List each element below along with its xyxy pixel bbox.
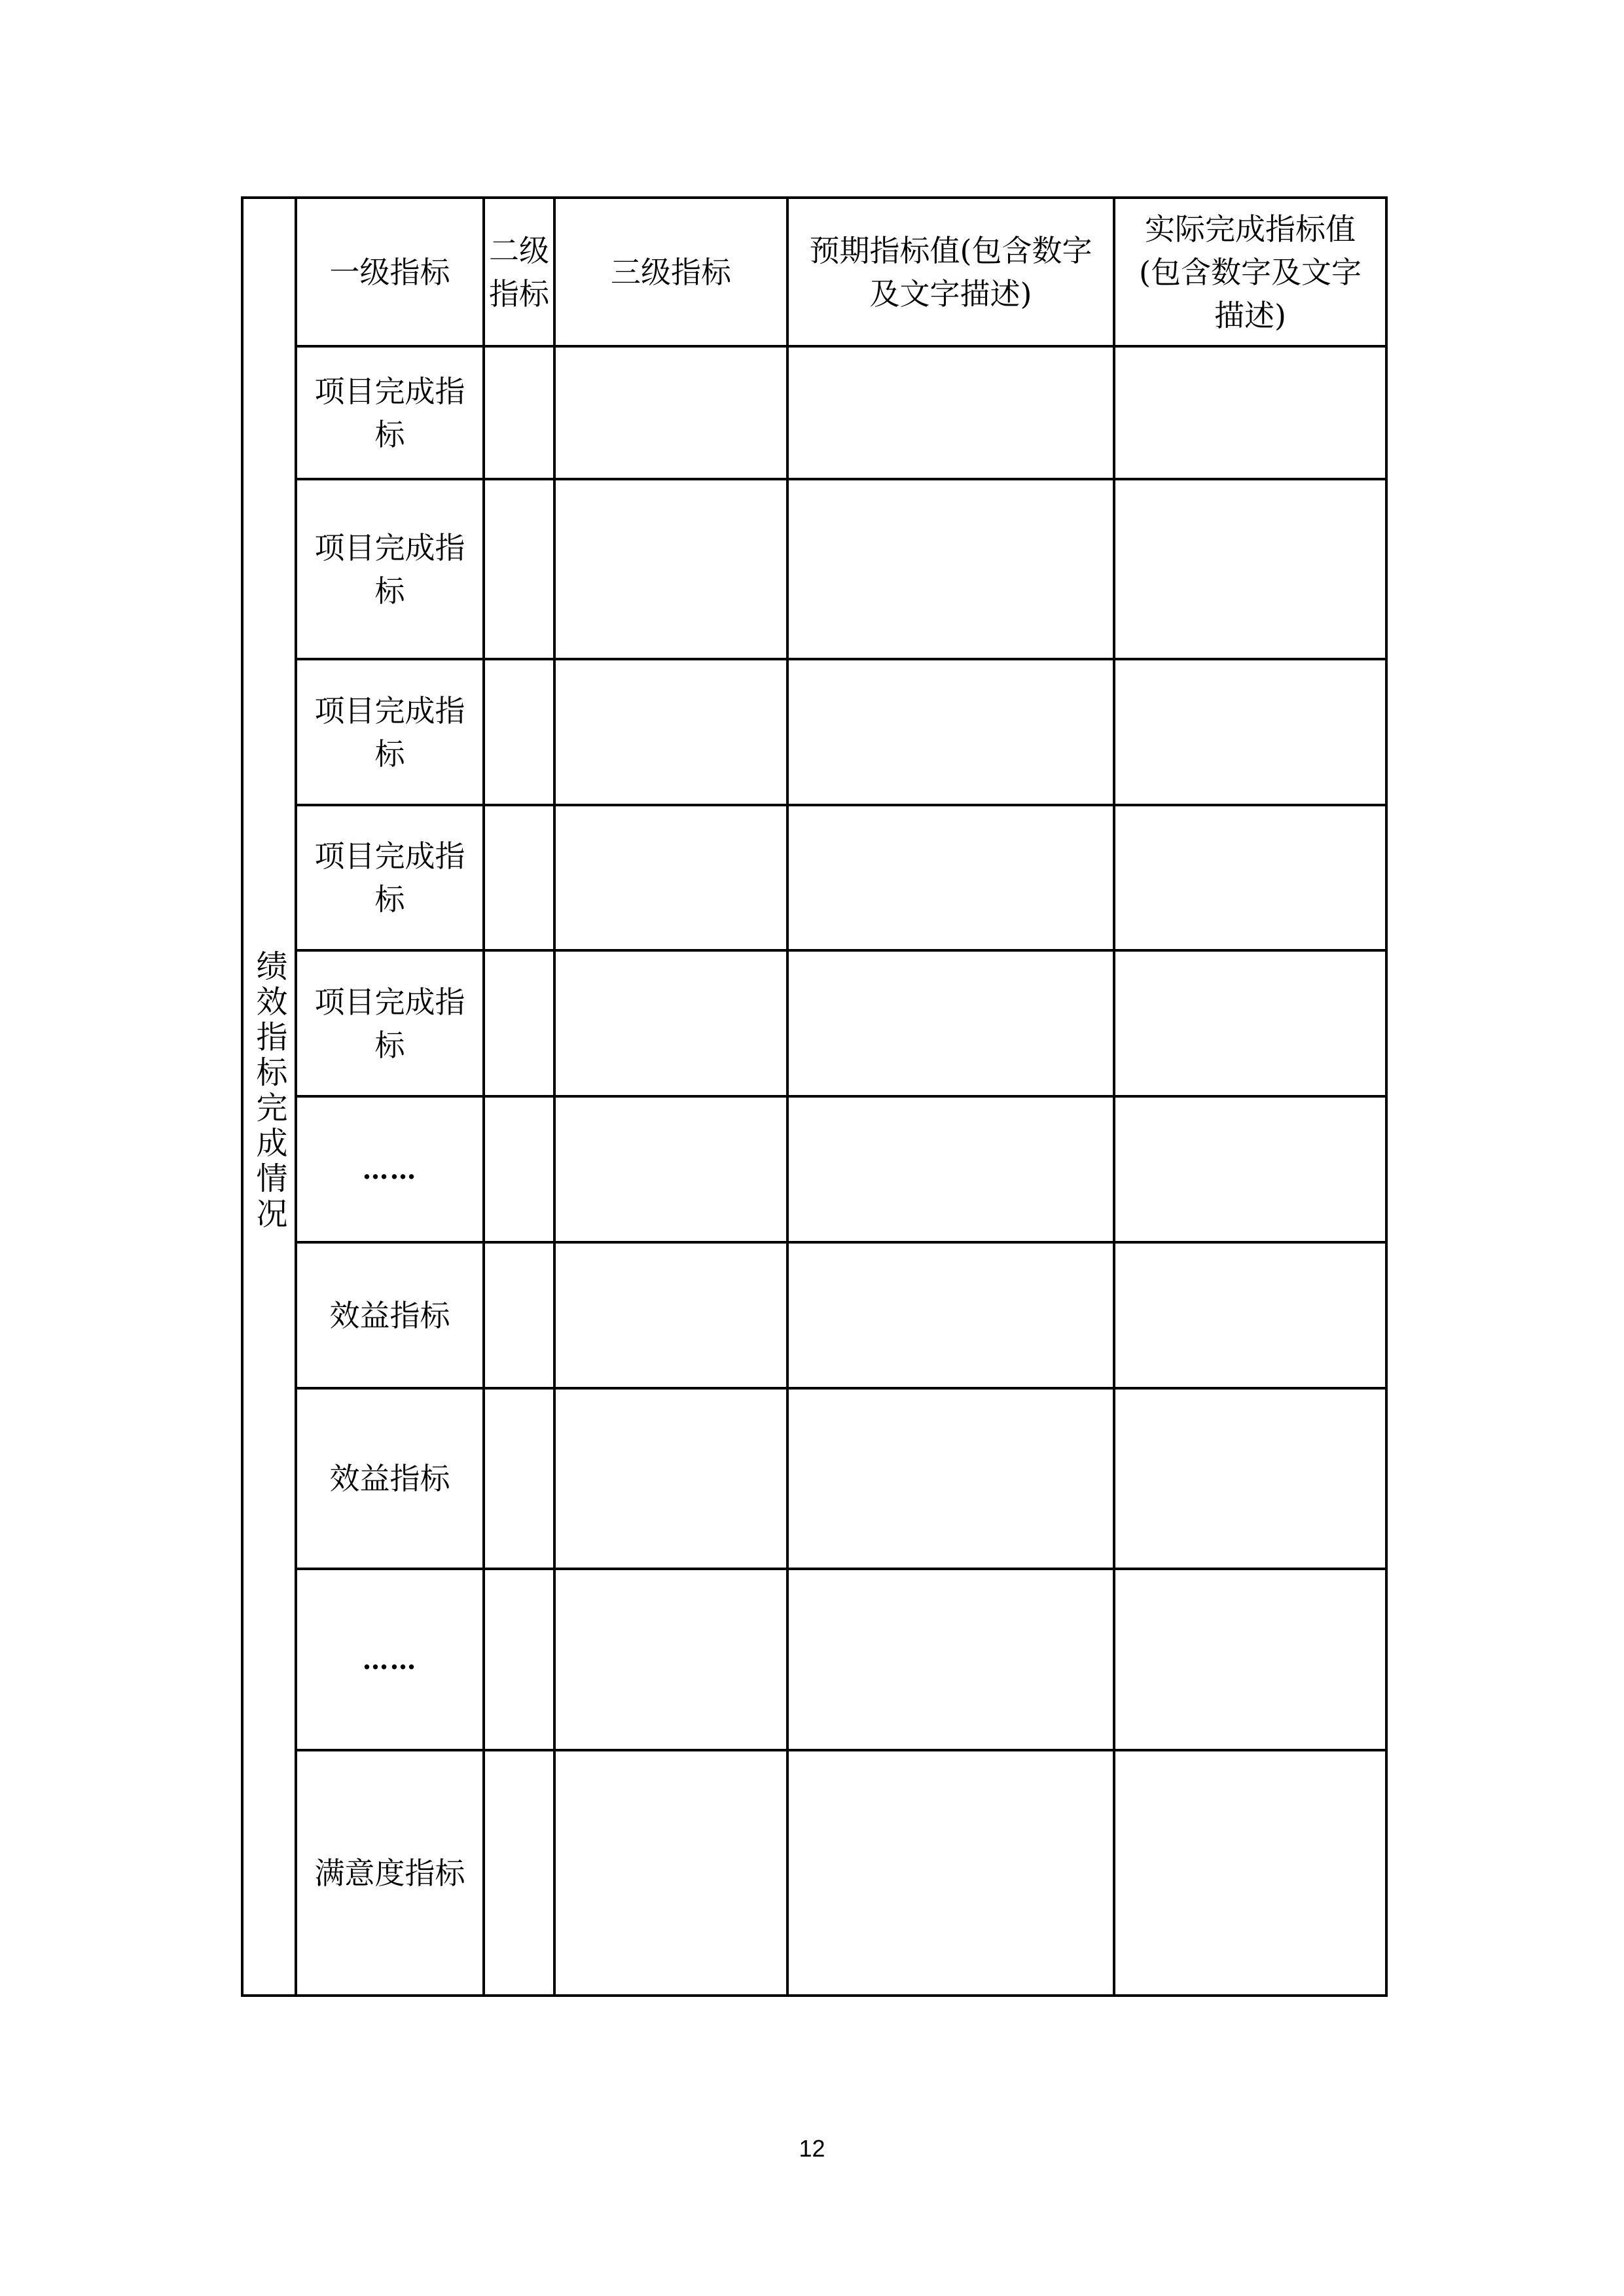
level1-cell[interactable]: 项目完成指标	[296, 659, 484, 805]
table-row	[242, 479, 1386, 659]
level3-cell[interactable]	[554, 1388, 787, 1569]
table-row	[242, 1388, 1386, 1569]
expected-value-cell[interactable]	[787, 1388, 1114, 1569]
level2-cell[interactable]	[484, 1750, 554, 1996]
table-row	[242, 659, 1386, 805]
expected-value-cell[interactable]	[787, 1569, 1114, 1750]
level2-cell[interactable]	[484, 950, 554, 1096]
level2-cell[interactable]	[484, 479, 554, 659]
level2-cell[interactable]	[484, 1096, 554, 1242]
actual-value-cell[interactable]	[1114, 479, 1386, 659]
level3-cell[interactable]	[554, 950, 787, 1096]
level2-cell[interactable]	[484, 1242, 554, 1388]
level3-cell[interactable]	[554, 1242, 787, 1388]
header-level1: 一级指标	[296, 198, 484, 346]
table-row	[242, 1569, 1386, 1750]
actual-value-cell[interactable]	[1114, 805, 1386, 950]
level1-cell[interactable]: 项目完成指标	[296, 950, 484, 1096]
side-label-cell	[242, 198, 296, 1996]
actual-value-cell[interactable]	[1114, 1388, 1386, 1569]
expected-value-cell[interactable]	[787, 805, 1114, 950]
level1-cell[interactable]: 效益指标	[296, 1388, 484, 1569]
expected-value-cell[interactable]	[787, 1750, 1114, 1996]
level3-cell[interactable]	[554, 805, 787, 950]
actual-value-cell[interactable]	[1114, 346, 1386, 479]
table-row	[242, 1242, 1386, 1388]
level1-cell[interactable]: 满意度指标	[296, 1750, 484, 1996]
header-level3: 三级指标	[554, 198, 787, 346]
expected-value-cell[interactable]	[787, 950, 1114, 1096]
level3-cell[interactable]	[554, 1096, 787, 1242]
level3-cell[interactable]	[554, 1569, 787, 1750]
level2-cell[interactable]	[484, 346, 554, 479]
actual-value-cell[interactable]	[1114, 1242, 1386, 1388]
level1-cell[interactable]: 效益指标	[296, 1242, 484, 1388]
table-row	[242, 805, 1386, 950]
level3-cell[interactable]	[554, 659, 787, 805]
level1-cell[interactable]: 项目完成指标	[296, 479, 484, 659]
level3-cell[interactable]	[554, 479, 787, 659]
table-row	[242, 950, 1386, 1096]
table-row	[242, 346, 1386, 479]
level1-cell[interactable]: 项目完成指标	[296, 346, 484, 479]
header-actual-value: 实际完成指标值(包含数字及文字描述)	[1114, 198, 1386, 346]
actual-value-cell[interactable]	[1114, 659, 1386, 805]
expected-value-cell[interactable]	[787, 346, 1114, 479]
table-row	[242, 1750, 1386, 1996]
performance-indicator-table	[241, 196, 1388, 1997]
level1-cell[interactable]: ……	[296, 1096, 484, 1242]
level1-cell[interactable]: 项目完成指标	[296, 805, 484, 950]
level3-cell[interactable]	[554, 346, 787, 479]
actual-value-cell[interactable]	[1114, 1569, 1386, 1750]
level2-cell[interactable]	[484, 805, 554, 950]
expected-value-cell[interactable]	[787, 1096, 1114, 1242]
actual-value-cell[interactable]	[1114, 950, 1386, 1096]
table-row	[242, 1096, 1386, 1242]
level1-cell[interactable]: ……	[296, 1569, 484, 1750]
actual-value-cell[interactable]	[1114, 1096, 1386, 1242]
header-expected-value: 预期指标值(包含数字及文字描述)	[787, 198, 1114, 346]
header-row	[242, 198, 1386, 346]
expected-value-cell[interactable]	[787, 1242, 1114, 1388]
level3-cell[interactable]	[554, 1750, 787, 1996]
level2-cell[interactable]	[484, 659, 554, 805]
page-number: 12	[799, 2135, 825, 2162]
side-label: 绩效指标完成情况	[251, 950, 287, 1232]
expected-value-cell[interactable]	[787, 659, 1114, 805]
level2-cell[interactable]	[484, 1569, 554, 1750]
header-level2: 二级指标	[484, 198, 554, 346]
actual-value-cell[interactable]	[1114, 1750, 1386, 1996]
expected-value-cell[interactable]	[787, 479, 1114, 659]
level2-cell[interactable]	[484, 1388, 554, 1569]
